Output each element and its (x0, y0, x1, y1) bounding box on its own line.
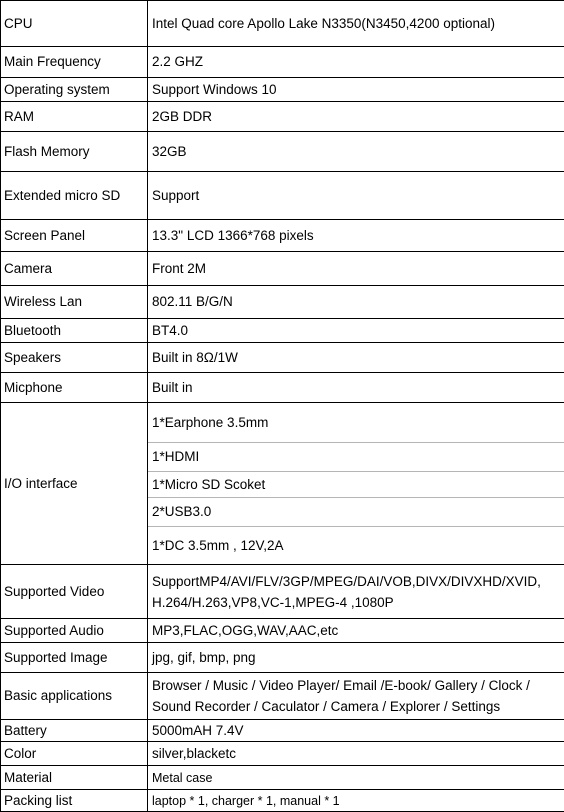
spec-value: Intel Quad core Apollo Lake N3350(N3450,4200 optional) (148, 1, 564, 47)
spec-label: Packing list (1, 790, 148, 812)
spec-label: Main Frequency (1, 47, 148, 78)
table-row (1, 319, 564, 343)
io-item: 1*Micro SD Scoket (148, 472, 564, 498)
spec-label: Wireless Lan (1, 286, 148, 319)
table-row (1, 47, 564, 78)
table-row (1, 766, 564, 790)
table-row (1, 78, 564, 102)
spec-value: 5000mAH 7.4V (148, 720, 564, 742)
spec-value: SupportMP4/AVI/FLV/3GP/MPEG/DAI/VOB,DIVX/DIVXHD/XVID, H.264/H.263,VP8,VC-1,MPEG-4 ,1080P (148, 565, 564, 619)
io-item: 1*DC 3.5mm , 12V,2A (148, 527, 564, 565)
spec-value: 802.11 B/G/N (148, 286, 564, 319)
table-row (1, 102, 564, 132)
spec-label: Camera (1, 252, 148, 286)
io-item: 1*HDMI (148, 443, 564, 472)
spec-value: laptop * 1, charger * 1, manual * 1 (148, 790, 564, 812)
io-item: 2*USB3.0 (148, 498, 564, 527)
spec-label: Basic applications (1, 673, 148, 720)
spec-value: Support Windows 10 (148, 78, 564, 102)
table-row (1, 673, 564, 720)
table-row (1, 373, 564, 403)
table-row (1, 343, 564, 373)
spec-label: CPU (1, 1, 148, 47)
spec-label: Micphone (1, 373, 148, 403)
spec-label: Speakers (1, 343, 148, 373)
spec-label: Supported Audio (1, 619, 148, 643)
spec-value: 32GB (148, 132, 564, 172)
spec-value: silver,blacketc (148, 742, 564, 766)
spec-value: jpg, gif, bmp, png (148, 643, 564, 673)
spec-value: Browser / Music / Video Player/ Email /E-book/ Gallery / Clock / Sound Recorder / Caculator / Camera / Explorer / Settings (148, 673, 564, 720)
spec-value: Front 2M (148, 252, 564, 286)
spec-value: Metal case (148, 766, 564, 790)
spec-label: Extended micro SD (1, 172, 148, 220)
spec-label: Flash Memory (1, 132, 148, 172)
spec-label: Supported Image (1, 643, 148, 673)
spec-value: BT4.0 (148, 319, 564, 343)
table-row (1, 643, 564, 673)
spec-value: Built in 8Ω/1W (148, 343, 564, 373)
spec-value: Support (148, 172, 564, 220)
spec-value: Built in (148, 373, 564, 403)
spec-value: 13.3" LCD 1366*768 pixels (148, 220, 564, 252)
table-row (1, 132, 564, 172)
spec-label: Screen Panel (1, 220, 148, 252)
io-item: 1*Earphone 3.5mm (148, 403, 564, 443)
table-row (1, 172, 564, 220)
table-row (1, 742, 564, 766)
table-row (1, 286, 564, 319)
spec-value: MP3,FLAC,OGG,WAV,AAC,etc (148, 619, 564, 643)
spec-label-io: I/O interface (1, 403, 148, 565)
table-row (1, 790, 564, 812)
spec-label: Supported Video (1, 565, 148, 619)
table-row (1, 619, 564, 643)
table-row (1, 252, 564, 286)
spec-label: Operating system (1, 78, 148, 102)
spec-label: Color (1, 742, 148, 766)
spec-value: 2GB DDR (148, 102, 564, 132)
table-row (1, 220, 564, 252)
table-row (1, 720, 564, 742)
spec-label: Material (1, 766, 148, 790)
table-row (1, 565, 564, 619)
table-row (1, 1, 564, 47)
spec-label: Battery (1, 720, 148, 742)
spec-value: 2.2 GHZ (148, 47, 564, 78)
spec-label: Bluetooth (1, 319, 148, 343)
spec-label: RAM (1, 102, 148, 132)
table-row (1, 403, 564, 443)
